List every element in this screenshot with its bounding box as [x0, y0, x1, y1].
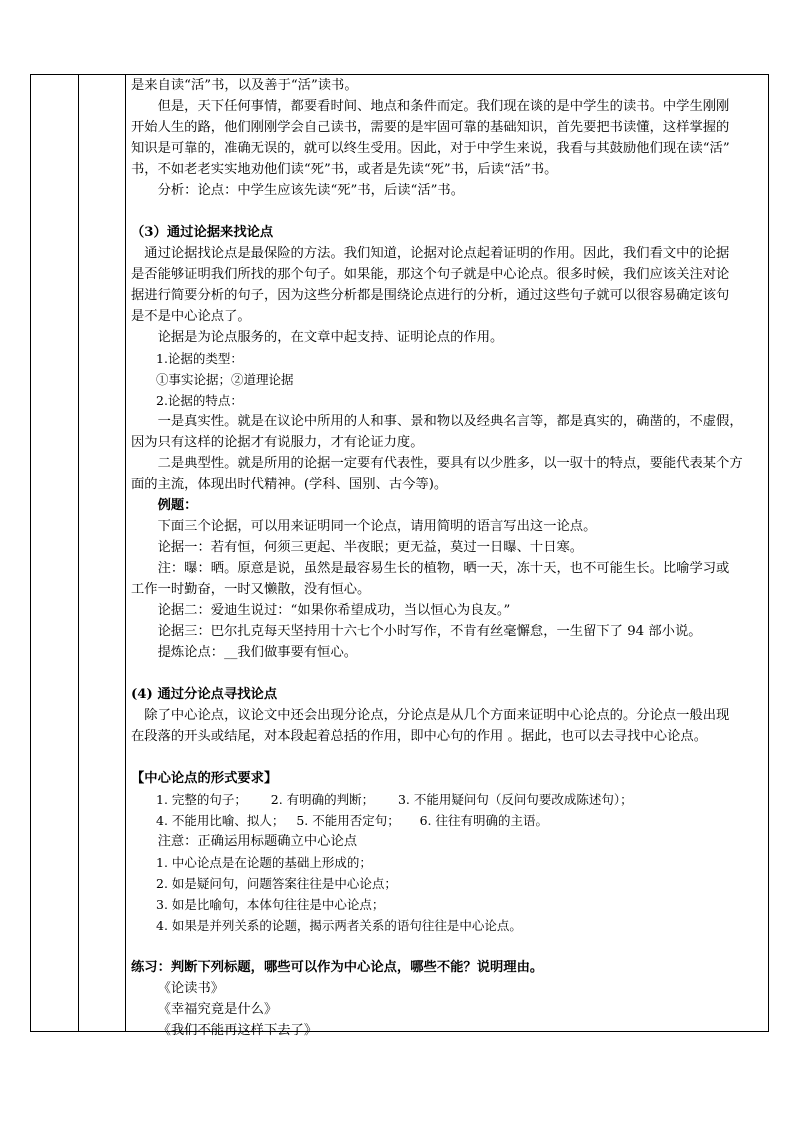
text-line: 注：曝：晒。原意是说，虽然是最容易生长的植物，晒一天，冻十天，也不可能生长。比喻学习或: [157, 561, 730, 576]
list-item: 1. 完整的句子； 2. 有明确的判断； 3. 不能用疑问句（反问句要改成陈述句）；: [156, 792, 633, 807]
text-line: 但是，天下任何事情，都要看时间、地点和条件而定。我们现在谈的是中学生的读书。中学生刚刚: [157, 99, 730, 114]
section-heading-5: 【中心论点的形式要求】: [131, 771, 278, 786]
analysis-line: 分析：论点：中学生应该先读“死”书，后读“活”书。: [157, 183, 465, 198]
text-line: 面的主流，体现出时代精神。(学科、国别、古今等)。: [131, 477, 448, 492]
text-line: 除了中心论点，议论文中还会出现分论点，分论点是从几个方面来证明中心论点的。分论点一般出现: [144, 708, 730, 723]
text-line: 注意：正确运用标题确立中心论点: [157, 834, 358, 849]
text-line: 工作一时勤奋，一时又懒散，没有恒心。: [131, 582, 371, 597]
text-line: 是来自读“活”书，以及善于“活”读书。: [131, 78, 358, 93]
table-column-2: [79, 75, 126, 1031]
list-item: 1. 中心论点是在论题的基础上形成的；: [156, 855, 372, 870]
text-line: 是否能够证明我们所找的那个句子。如果能，那这个句子就是中心论点。很多时候，我们应该关注对论: [131, 267, 730, 282]
section-heading-4: (4) 通过分论点寻找论点: [131, 687, 278, 702]
text-line: 二是典型性。就是所用的论据一定要有代表性，要具有以少胜多，以一驭十的特点，要能代表某个方: [157, 456, 743, 471]
text-line: 开始人生的路，他们刚刚学会自己读书，需要的是牢固可靠的基础知识，首先要把书读懂，这样掌握的: [131, 120, 730, 135]
table-column-1: [31, 75, 79, 1031]
text-line: 论据三：巴尔扎克每天坚持用十六七个小时写作，不肯有丝毫懈怠，一生留下了 94 部小说。: [157, 624, 702, 639]
title-item: 《我们不能再这样下去了》: [157, 1023, 318, 1038]
text-line: 通过论据找论点是最保险的方法。我们知道，论据对论点起着证明的作用。因此，我们看文中的论据: [144, 246, 730, 261]
text-line: 据进行简要分析的句子，因为这些分析都是围绕论点进行的分析，通过这些句子就可以很容易确定该句: [131, 288, 730, 303]
example-heading: 例题：: [157, 498, 198, 513]
text-line: 因为只有这样的论据才有说服力，才有论证力度。: [131, 435, 424, 450]
title-item: 《论读书》: [157, 981, 225, 996]
text-line: 是不是中心论点了。: [131, 309, 251, 324]
text-line: 1.论据的类型：: [156, 351, 243, 366]
text-line: 提炼论点：__我们做事要有恒心。: [157, 645, 358, 660]
text-line: 一是真实性。就是在议论中所用的人和事、景和物以及经典名言等，都是真实的，确凿的，不虚假，: [157, 414, 743, 429]
text-line: 论据一：若有恒，何须三更起、半夜眠；更无益，莫过一日曝、十日寒。: [157, 540, 584, 555]
text-line: 书，不如老老实实地劝他们读“死”书，或者是先读“死”书，后读“活”书。: [131, 162, 558, 177]
text-line: 知识是可靠的，准确无误的，就可以终生受用。因此，对于中学生来说，我看与其鼓励他们现在读“活”: [131, 141, 730, 156]
text-line: 论据是为论点服务的，在文章中起支持、证明论点的作用。: [157, 330, 504, 345]
text-line: ①事实论据；②道理论据: [156, 372, 294, 387]
list-item: 3. 如是比喻句，本体句往往是中心论点；: [156, 897, 385, 912]
content-table: [30, 74, 769, 1038]
text-line: 在段落的开头或结尾，对本段起着总括的作用，即中心句的作用 。据此，也可以去寻找中心论点。: [131, 729, 707, 744]
text-line: 2.论据的特点：: [156, 393, 243, 408]
list-item: 2. 如是疑问句，问题答案往往是中心论点；: [156, 876, 397, 891]
list-item: 4. 如果是并列关系的论题，揭示两者关系的语句往往是中心论点。: [156, 918, 522, 933]
title-item: 《幸福究竟是什么》: [157, 1002, 278, 1017]
text-line: 论据二：爱迪生说过：“如果你希望成功，当以恒心为良友。”: [157, 603, 511, 618]
section-heading-3: （3）通过论据来找论点: [131, 225, 274, 240]
table-content-cell: [127, 75, 769, 1038]
exercise-heading: 练习：判断下列标题，哪些可以作为中心论点，哪些不能？说明理由。: [131, 960, 544, 975]
text-line: 下面三个论据，可以用来证明同一个论点，请用简明的语言写出这一论点。: [157, 519, 597, 534]
list-item: 4. 不能用比喻、拟人； 5. 不能用否定句； 6. 往往有明确的主语。: [156, 813, 548, 828]
